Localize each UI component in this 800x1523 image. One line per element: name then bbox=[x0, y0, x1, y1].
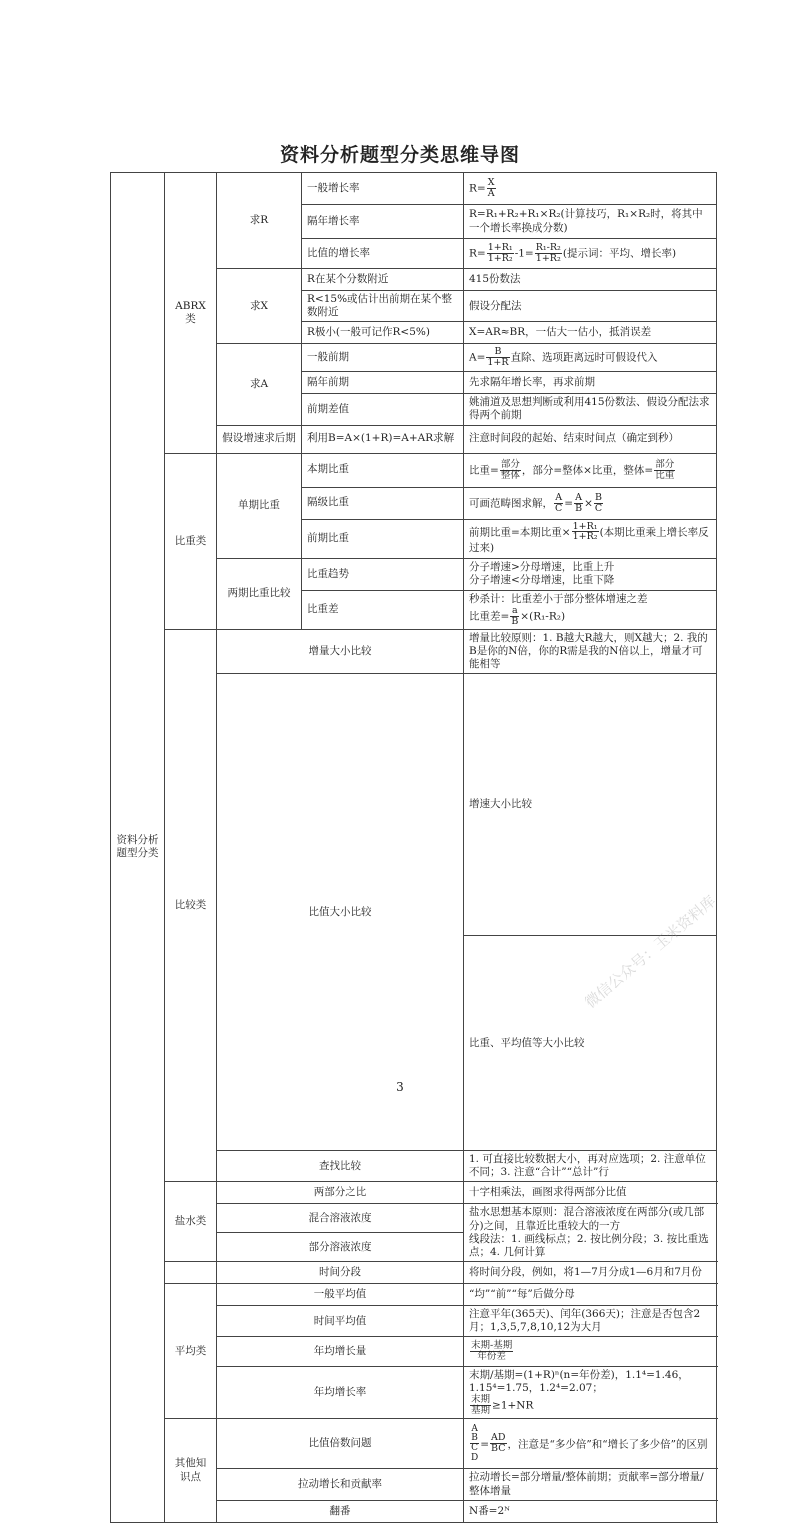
subcategory-danqi: 单期比重 bbox=[217, 453, 302, 558]
topic-detail: $\frac{\text{末期-基期}}{\text{年份差}}$ bbox=[464, 1337, 717, 1367]
topic-detail: 415份数法 bbox=[464, 269, 717, 291]
topic-name: 混合溶液浓度 bbox=[217, 1204, 464, 1233]
topic-name: 翻番 bbox=[217, 1500, 464, 1522]
subcategory-zengsu: 假设增速求后期 bbox=[217, 425, 302, 453]
topic-name: R极小(一般可记作R<5%) bbox=[302, 322, 464, 344]
category-abrx: ABRX类 bbox=[165, 173, 217, 454]
topic-name: 时间平均值 bbox=[217, 1305, 464, 1336]
topic-name: R在某个分数附近 bbox=[302, 269, 464, 291]
topic-name: 一般前期 bbox=[302, 344, 464, 372]
category-bijiao: 比较类 bbox=[165, 629, 217, 1182]
root-category: 资料分析题型分类 bbox=[111, 173, 165, 1523]
topic-detail: R= $\frac{X}{A}$ bbox=[464, 173, 717, 205]
page-title: 资料分析题型分类思维导图 bbox=[279, 144, 520, 166]
topic-name: 隔级比重 bbox=[302, 487, 464, 519]
topic-detail: 比重= $\frac{\text{部分}}{\text{整体}}$ ，部分=整体×比重，整体= $\frac{\text{部分}}{\text{比重}}$ bbox=[464, 453, 717, 487]
watermark-text: 微信公众号：玉米资料库 bbox=[581, 891, 720, 1012]
topic-name: 前期比重 bbox=[302, 519, 464, 558]
topic-detail: A B C D = $\frac{AD}{BC}$ ，注意是“多少倍”和“增长了多少倍”的区别 bbox=[464, 1419, 717, 1469]
topic-name: 隔年增长率 bbox=[302, 205, 464, 239]
topic-detail: 注意时间段的起始、结束时间点（确定到秒） bbox=[464, 425, 717, 453]
subcategory-chazhao: 查找比较 bbox=[217, 1151, 464, 1182]
topic-name: 一般增长率 bbox=[302, 173, 464, 205]
topic-detail: 先求隔年增长率，再求前期 bbox=[464, 372, 717, 394]
topic-detail: 前期比重=本期比重× $\frac{\text{1+R₁}}{\text{1+R₂}}$ (本期比重乘上增长率反过来) bbox=[464, 519, 717, 558]
topic-detail: R=R₁+R₂+R₁×R₂(计算技巧，R₁×R₂时，将其中一个增长率换成分数) bbox=[464, 205, 717, 239]
topic-name: 年均增长量 bbox=[217, 1337, 464, 1367]
topic-detail: 将时间分段，例如，将1—7月分成1—6月和7月份 bbox=[464, 1261, 717, 1283]
topic-name: 一般平均值 bbox=[217, 1283, 464, 1305]
topic-detail: 增量比较原则：1. B越大R越大，则X越大；2. 我的B是你的N倍，你的R需是我的N倍以上，增量才可能相等 bbox=[464, 629, 717, 673]
category-yanshui: 盐水类 bbox=[165, 1182, 217, 1262]
topic-name: 年均增长率 bbox=[217, 1367, 464, 1419]
page-number: 3 bbox=[396, 1080, 404, 1094]
category-qita: 其他知识点 bbox=[165, 1419, 217, 1522]
topic-detail: 秒杀计：比重差小于部分整体增速之差 比重差= $\frac{a}{B}$ ×(R₁-R₂) bbox=[464, 590, 717, 629]
subcategory-qiu-x: 求X bbox=[217, 269, 302, 344]
category-bizhong: 比重类 bbox=[165, 453, 217, 629]
topic-detail: 姚浦道及思想判断或利用415份数法、假设分配法求得两个前期 bbox=[464, 394, 717, 425]
topic-detail: 末期/基期=(1+R)ⁿ(n=年份差)，1.1⁴=1.46，1.15⁴=1.75，1.2⁴=2.07； $\frac{\text{末期}}{\text{基期}}$ ≥1+NR bbox=[464, 1367, 717, 1419]
topic-name: 比重、平均值等大小比较 bbox=[464, 936, 717, 1151]
topic-name: 部分溶液浓度 bbox=[217, 1233, 464, 1262]
topic-detail: 十字相乘法，画图求得两部分比值 bbox=[464, 1182, 717, 1204]
topic-name: 比重差 bbox=[302, 590, 464, 629]
topic-detail: X=AR≈BR，一估大一估小，抵消误差 bbox=[464, 322, 717, 344]
subcategory-qiu-r: 求R bbox=[217, 173, 302, 269]
topic-detail: 注意平年(365天)、闰年(366天)；注意是否包含2月；1,3,5,7,8,10,12为大月 bbox=[464, 1305, 717, 1336]
topic-name: R<15%或估计出前期在某个整数附近 bbox=[302, 291, 464, 322]
topic-detail: 可画范畴图求解， $\frac{A}{C}$ = $\frac{A}{B}$ × $\frac{B}{C}$ bbox=[464, 487, 717, 519]
topic-detail: R= $\frac{\text{1+R₁}}{\text{1+R₂}}$ -1= $\frac{\text{R₁-R₂}}{\text{1+R₂}}$ (提示词：平均、增长率) bbox=[464, 239, 717, 269]
topic-detail: 分子增速>分母增速，比重上升 分子增速<分母增速，比重下降 bbox=[464, 558, 717, 590]
subcategory-liangqi: 两期比重比较 bbox=[217, 558, 302, 629]
subcategory-zengliang: 增量大小比较 bbox=[217, 629, 464, 673]
topic-detail: 拉动增长=部分增量/整体前期；贡献率=部分增量/整体增量 bbox=[464, 1469, 717, 1500]
subcategory-shijian: 时间分段 bbox=[217, 1261, 464, 1283]
subcategory-bizhi: 比值大小比较 bbox=[217, 674, 464, 1151]
topic-name: 利用B=A×(1+R)=A+AR求解 bbox=[302, 425, 464, 453]
topic-detail: A= $\frac{B}{1+R}$ 直除、选项距离远时可假设代入 bbox=[464, 344, 717, 372]
category-pingjun: 平均类 bbox=[165, 1283, 217, 1418]
topic-name: 两部分之比 bbox=[217, 1182, 464, 1204]
topic-detail: N番=2ᴺ bbox=[464, 1500, 717, 1522]
topic-name: 比值的增长率 bbox=[302, 239, 464, 269]
topic-detail: 盐水思想基本原则：混合溶液浓度在两部分(或几部分)之间，且靠近比重较大的一方 线段法：1. 画线标点；2. 按比例分段；3. 按比重选点；4. 几何计算 bbox=[464, 1204, 717, 1262]
topic-name: 增速大小比较 bbox=[464, 674, 717, 936]
spacer-cell bbox=[165, 1261, 217, 1283]
topic-name: 比值倍数问题 bbox=[217, 1419, 464, 1469]
topic-name: 本期比重 bbox=[302, 453, 464, 487]
topic-detail: 假设分配法 bbox=[464, 291, 717, 322]
topic-name: 比重趋势 bbox=[302, 558, 464, 590]
topic-name: 拉动增长和贡献率 bbox=[217, 1469, 464, 1500]
topic-detail: “均”“前”“每”后做分母 bbox=[464, 1283, 717, 1305]
mindmap-table bbox=[110, 172, 717, 1523]
subcategory-qiu-a: 求A bbox=[217, 344, 302, 425]
topic-name: 隔年前期 bbox=[302, 372, 464, 394]
topic-name: 前期差值 bbox=[302, 394, 464, 425]
topic-detail: 1. 可直接比较数据大小，再对应选项；2. 注意单位不同；3. 注意“合计”“总计”行 bbox=[464, 1151, 717, 1182]
